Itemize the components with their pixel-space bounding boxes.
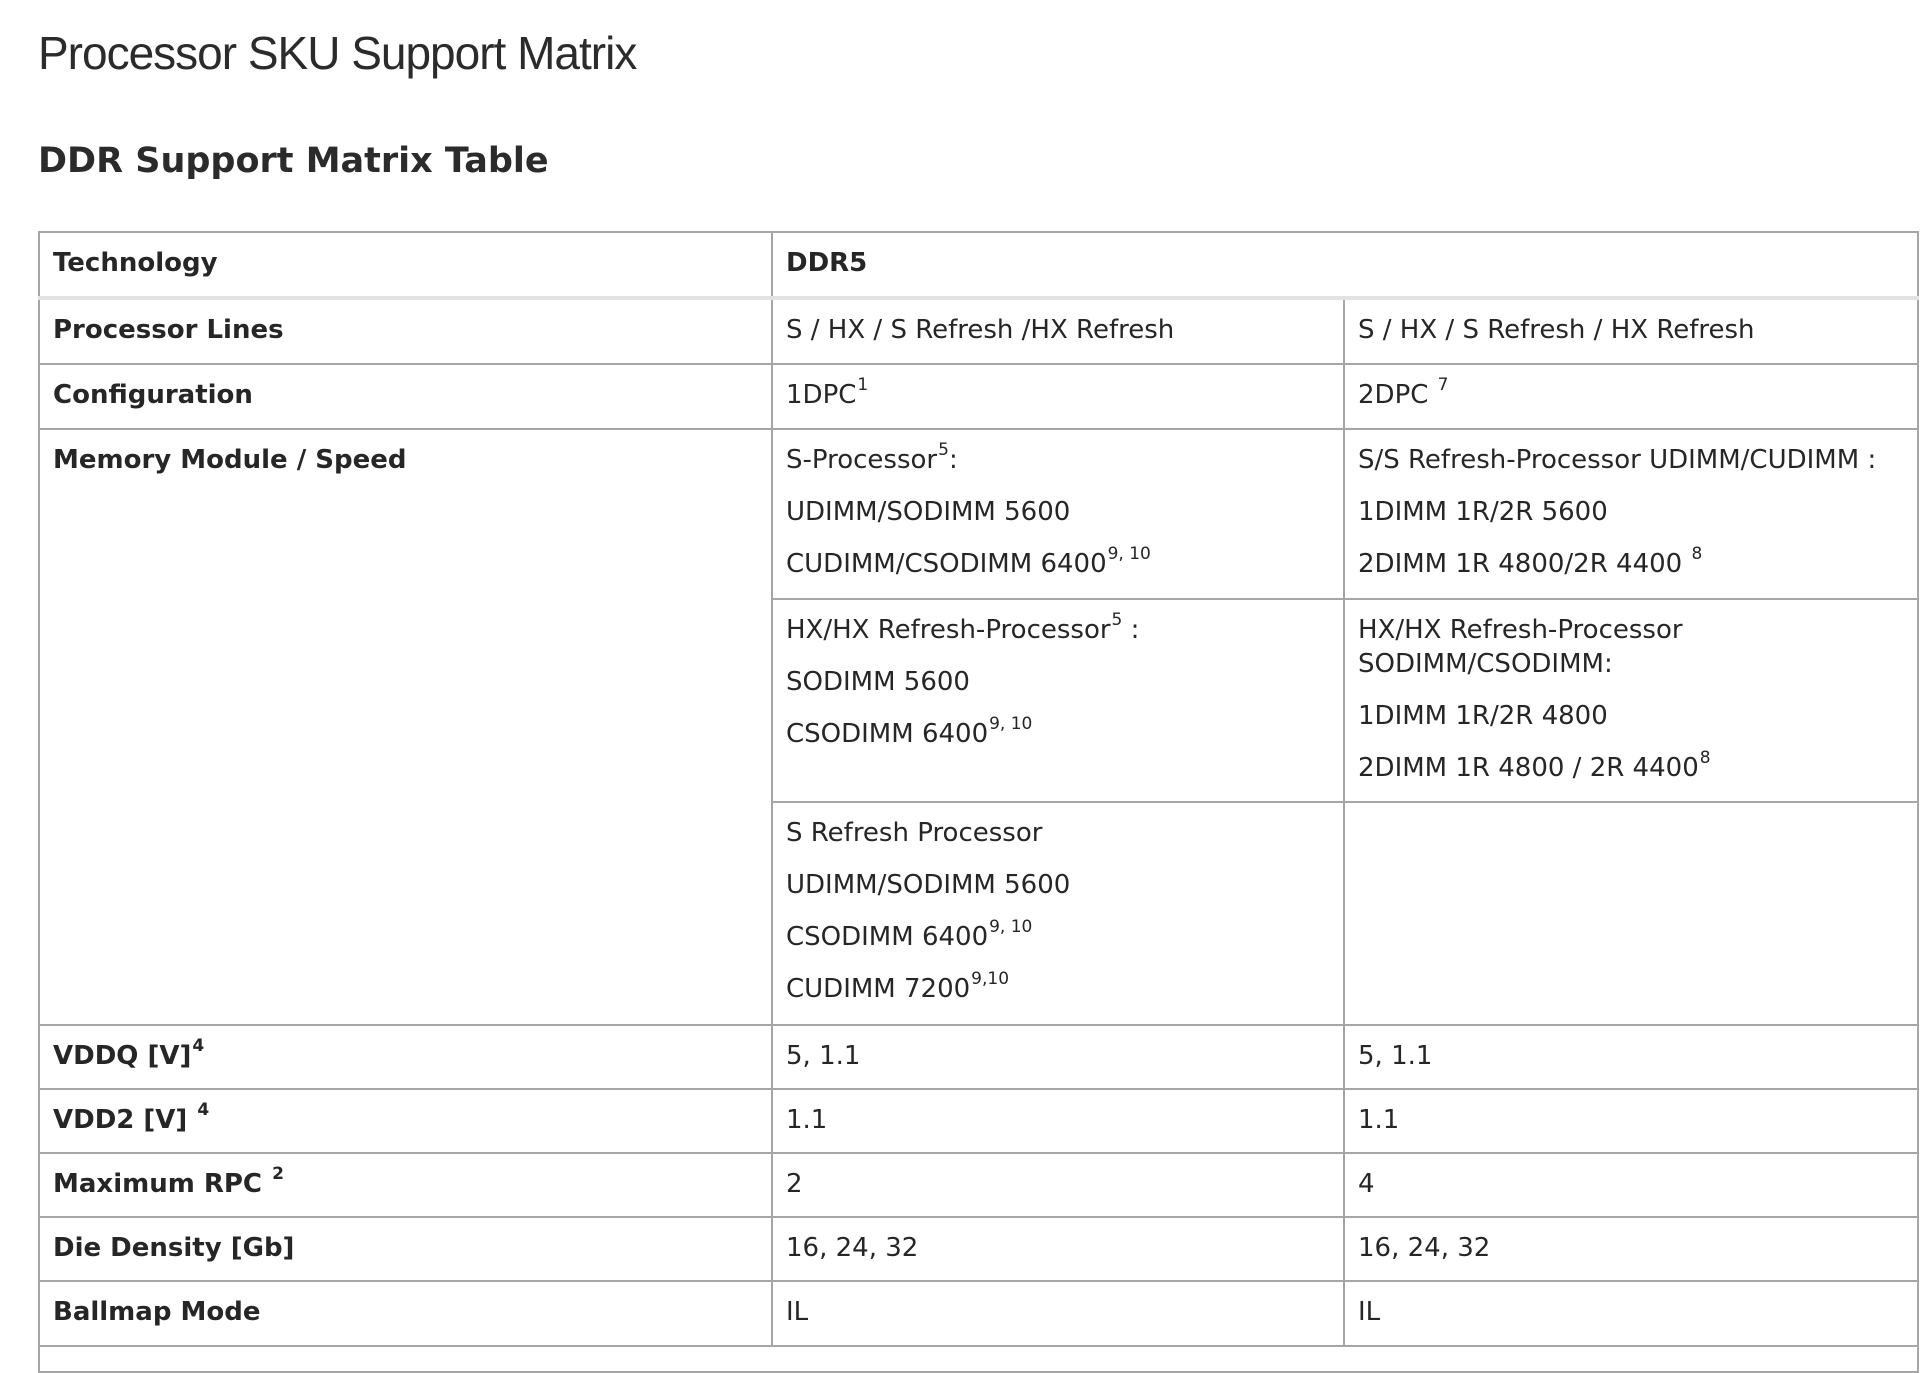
footnote-ref: 9, 10 — [989, 917, 1033, 937]
memory-module-hx-processor — [772, 599, 1344, 802]
table-row-die-density — [39, 1217, 1918, 1281]
configuration-1dpc — [772, 364, 1344, 429]
footnote-ref: 1 — [857, 375, 869, 395]
footnote-ref: 4 — [197, 1100, 210, 1120]
table-row-max-rpc — [39, 1153, 1918, 1217]
configuration-1dpc-text: 1DPC — [786, 380, 857, 410]
technology-label: Technology — [39, 232, 772, 298]
vddq-1dpc: 5, 1.1 — [772, 1025, 1344, 1089]
max-rpc-label: Maximum RPC $^2$ — [39, 1153, 772, 1217]
hx-2dpc-line1: 1DIMM 1R/2R 4800 — [1358, 701, 1608, 731]
ballmap-label: Ballmap Mode — [39, 1281, 772, 1346]
vdd2-label: VDD2 [V] $^4$ — [39, 1089, 772, 1153]
max-rpc-1dpc: 2 — [772, 1153, 1344, 1217]
vdd2-1dpc: 1.1 — [772, 1089, 1344, 1153]
processor-lines-1dpc: S / HX / S Refresh /HX Refresh — [772, 298, 1344, 364]
vdd2-2dpc: 1.1 — [1344, 1089, 1918, 1153]
ballmap-1dpc: IL — [772, 1281, 1344, 1346]
memory-module-s-processor — [772, 429, 1344, 599]
footnote-ref: 7 — [1437, 375, 1449, 395]
footnote-ref: 9,10 — [971, 969, 1010, 989]
hx-processor-line1: SODIMM 5600 — [786, 667, 970, 697]
configuration-2dpc-text: 2DPC — [1358, 380, 1437, 410]
table-row-vdd2 — [39, 1089, 1918, 1153]
memory-module-label: Memory Module / Speed — [39, 429, 772, 1025]
hx-processor-title: HX/HX Refresh-Processor$^5$ : — [786, 610, 1140, 645]
table-row-technology — [39, 232, 1918, 298]
hx-2dpc-title1: HX/HX Refresh-Processor — [1358, 615, 1683, 645]
max-rpc-2dpc: 4 — [1344, 1153, 1918, 1217]
s-refresh-line3: CUDIMM 7200$^{9,10}$ — [786, 969, 1010, 1004]
memory-module-empty-cell — [1344, 802, 1918, 1025]
vddq-2dpc: 5, 1.1 — [1344, 1025, 1918, 1089]
s-2dpc-title: S/S Refresh-Processor UDIMM/CUDIMM : — [1358, 445, 1877, 475]
s-refresh-line1: UDIMM/SODIMM 5600 — [786, 870, 1071, 900]
hx-processor-line2: CSODIMM 6400$^{9, 10}$ — [786, 714, 1033, 749]
footnote-ref: 8 — [1699, 748, 1711, 768]
configuration-2dpc — [1344, 364, 1918, 429]
s-refresh-title: S Refresh Processor — [786, 818, 1043, 848]
s-refresh-line2: CSODIMM 6400$^{9, 10}$ — [786, 917, 1033, 952]
table-row-ballmap — [39, 1281, 1918, 1346]
die-density-1dpc: 16, 24, 32 — [772, 1217, 1344, 1281]
ddr-support-matrix-table — [38, 231, 1919, 1373]
footnote-ref: 2 — [272, 1164, 284, 1184]
s-processor-line1: UDIMM/SODIMM 5600 — [786, 497, 1071, 527]
cut-off-cell — [39, 1346, 1918, 1372]
s-2dpc-line2: 2DIMM 1R 4800/2R 4400 $^8$ — [1358, 544, 1703, 579]
ballmap-2dpc: IL — [1344, 1281, 1918, 1346]
memory-module-s-2dpc — [1344, 429, 1918, 599]
processor-lines-label: Processor Lines — [39, 298, 772, 364]
table-row-configuration — [39, 364, 1918, 429]
hx-2dpc-line2: 2DIMM 1R 4800 / 2R 4400$^8$ — [1358, 748, 1711, 783]
footnote-ref: 5 — [938, 440, 949, 460]
table-row-cut-off — [39, 1346, 1918, 1372]
footnote-ref: 4 — [192, 1036, 205, 1056]
configuration-label: Configuration — [39, 364, 772, 429]
processor-lines-2dpc: S / HX / S Refresh / HX Refresh — [1344, 298, 1918, 364]
table-row-processor-lines — [39, 298, 1918, 364]
table-row-memory-module-s — [39, 429, 1918, 599]
section-title: DDR Support Matrix Table — [38, 141, 549, 181]
footnote-ref: 9, 10 — [1107, 544, 1151, 564]
s-processor-line2: CUDIMM/CSODIMM 6400$^{9, 10}$ — [786, 544, 1151, 579]
footnote-ref: 8 — [1691, 544, 1703, 564]
s-2dpc-line1: 1DIMM 1R/2R 5600 — [1358, 497, 1608, 527]
die-density-label: Die Density [Gb] — [39, 1217, 772, 1281]
page-title: Processor SKU Support Matrix — [38, 27, 637, 79]
technology-value: DDR5 — [772, 232, 1918, 298]
memory-module-s-refresh — [772, 802, 1344, 1025]
s-processor-title: S-Processor$^5$: — [786, 440, 958, 475]
table-row-vddq — [39, 1025, 1918, 1089]
die-density-2dpc: 16, 24, 32 — [1344, 1217, 1918, 1281]
hx-2dpc-title2: SODIMM/CSODIMM: — [1358, 649, 1613, 679]
memory-module-hx-2dpc — [1344, 599, 1918, 802]
vddq-label: VDDQ $[V]^4$ — [39, 1025, 772, 1089]
footnote-ref: 5 — [1111, 610, 1123, 630]
footnote-ref: 9, 10 — [989, 714, 1033, 734]
